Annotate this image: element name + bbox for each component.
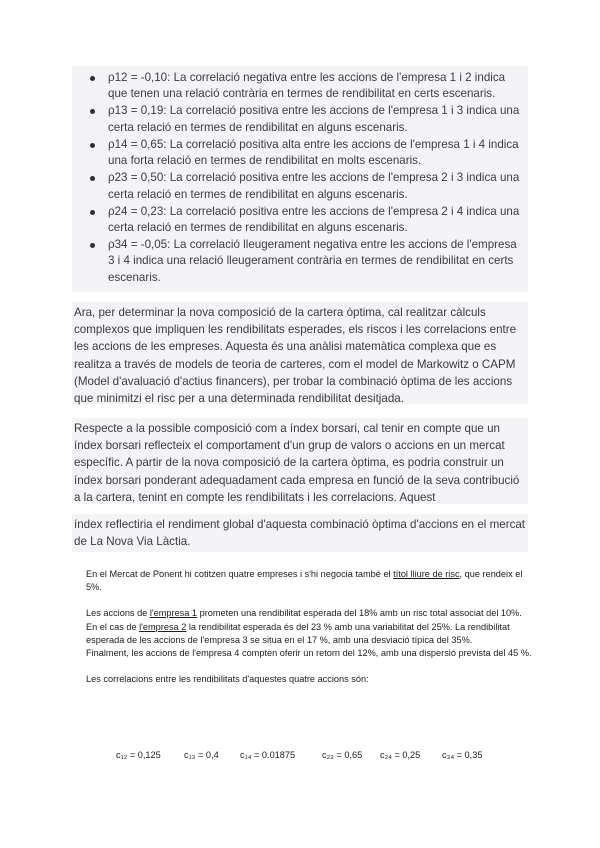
correlation-bullet-list (72, 66, 528, 286)
coef-14: c₁₄ = 0.01875 (240, 750, 296, 760)
index-reflection-paragraph (72, 514, 528, 552)
bullet-dot-icon (90, 243, 95, 248)
bullet-dot-icon (90, 76, 95, 81)
company-2-term: l'empresa 2 (139, 621, 187, 632)
index-paragraph (72, 418, 528, 504)
bullet-text: ρ34 = -0,05: La correlació lleugerament negativa entre les accions de l'empresa 3 i 4 indica una relació lleugerament contrària en termes de rendibilitat en certs escenaris. (108, 238, 517, 284)
company-1-term: l'empresa 1 (149, 608, 198, 619)
bullet-item (72, 170, 528, 203)
statement-company-1: Les accions de l'empresa 1 prometen una rendibilitat esperada del 18% amb un risc total associat del 10%. (86, 608, 522, 619)
bullet-dot-icon (90, 176, 95, 181)
paragraph-text: Ara, per determinar la nova composició de la cartera òptima, cal realitzar càlculs complexos que impliquen les rendibilitats esperades, els riscos i les correlacions entre les accions de les empreses. Aquesta és una anàlisi matemàtica complexa que es realitza a través de models de teoria de carteres, com el model de Markowitz o CAPM (Model d'avaluació d'actius financers), per trobar la combinació òptima de les accions que minimitzi el risc per a una determinada rendibilitat desitjada. (74, 306, 517, 406)
exercise-statement (72, 568, 532, 686)
bullet-text: ρ14 = 0,65: La correlació positiva alta entre les accions de l'empresa 1 i 4 indica una forta relació en termes de rendibilitat en molts escenaris. (108, 137, 519, 168)
bullet-item (72, 103, 528, 136)
coef-13: c₁₃ = 0,4 (184, 750, 219, 760)
bullet-text: ρ12 = -0,10: La correlació negativa entre les accions de l'empresa 1 i 2 indica que tenen una relació contrària en termes de rendibilitat en certs escenaris. (108, 71, 506, 101)
coef-12: c₁₂ = 0,125 (116, 750, 161, 760)
bullet-text: ρ24 = 0,23: La correlació positiva entre les accions de l'empresa 2 i 4 indica una certa relació en termes de rendibilitat en alguns escenaris. (108, 204, 520, 235)
correlation-coefficients (116, 750, 516, 764)
risk-free-asset-term: títol lliure de risc (393, 569, 460, 579)
bullet-item (72, 137, 528, 170)
bullet-item (72, 237, 528, 286)
coef-34: c₃₄ = 0,35 (442, 750, 483, 760)
portfolio-paragraph (72, 302, 528, 404)
bullet-dot-icon (90, 109, 95, 114)
coef-24: c₂₄ = 0,25 (380, 750, 421, 760)
paragraph-text: índex reflectiria el rendiment global d'aquesta combinació òptima d'accions en el mercat de La Nova Via Làctia. (74, 518, 526, 549)
bullet-dot-icon (90, 210, 95, 215)
statement-correlations: Les correlacions entre les rendibilitats d'aquestes quatre accions són: (86, 674, 369, 685)
statement-company-4: Finalment, les accions de l'empresa 4 compten oferir un retorn del 12%, amb una dispersió prevista del 45 %. (86, 648, 532, 659)
bullet-text: ρ23 = 0,50: La correlació positiva entre les accions de l'empresa 2 i 3 indica una certa relació en termes de rendibilitat en alguns escenaris. (108, 171, 520, 201)
statement-market: En el Mercat de Ponent hi cotitzen quatre empreses i s'hi negocia també el títol lliure de risc, que rendeix el 5%. (86, 569, 523, 593)
coef-23: c₂₃ = 0,65 (322, 750, 363, 760)
bullet-text: ρ13 = 0,19: La correlació positiva entre les accions de l'empresa 1 i 3 indica una certa relació en termes de rendibilitat en alguns escenaris. (108, 104, 520, 134)
bullet-item (72, 204, 528, 237)
bullet-dot-icon (90, 143, 95, 148)
paragraph-text: Respecte a la possible composició com a índex borsari, cal tenir en compte que un índex borsari reflecteix el comportament d'un grup de valors o accions en un mercat específic. A partir de la nova composició de la cartera òptima, es podria construir un índex borsari ponderant adequadament cada empresa en funció de la seva contribució a la cartera, tenint en compte les rendibilitats i les correlacions. Aquest (74, 422, 520, 504)
correlation-bullet-panel (72, 66, 528, 292)
statement-company-2-3: En el cas de l'empresa 2 la rendibilitat esperada és del 23 % amb una variabilitat del 25%. La rendibilitat esperada de les accions de l'empresa 3 se situa en el 17 %, amb una desviació típica del 35%. (86, 621, 510, 645)
bullet-item (72, 70, 528, 103)
